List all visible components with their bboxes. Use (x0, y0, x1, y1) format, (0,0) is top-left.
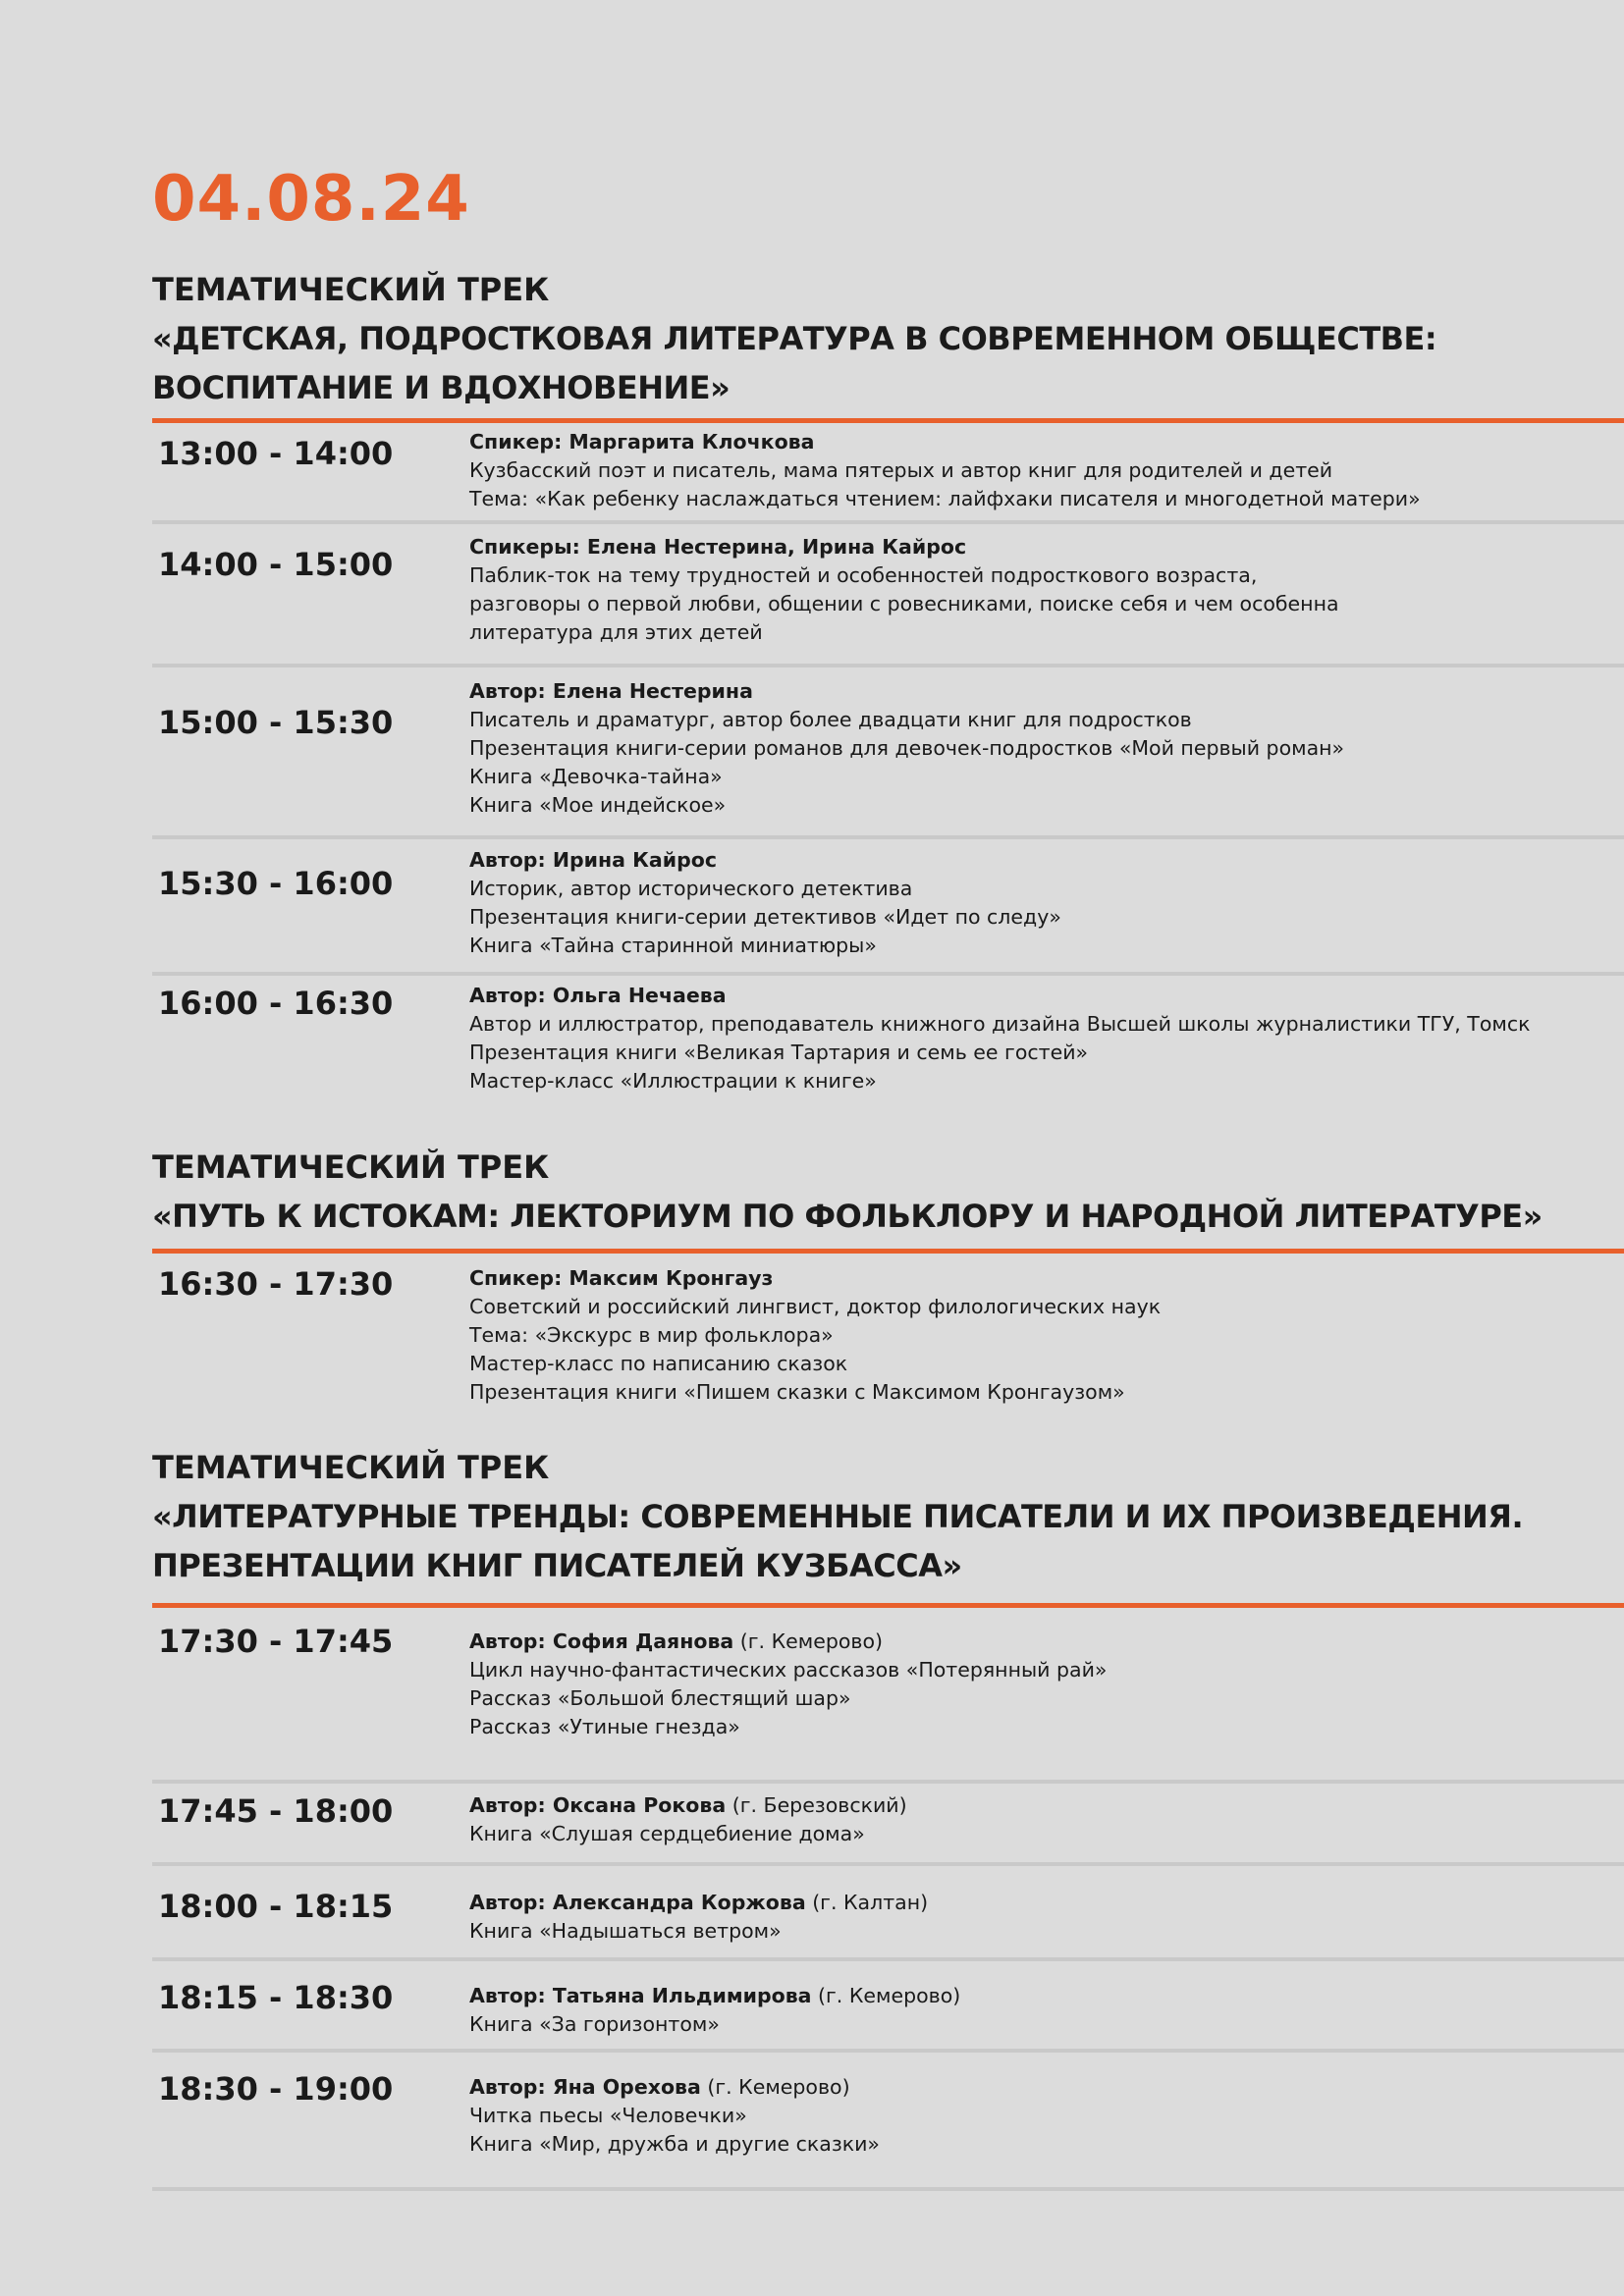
row-divider (152, 972, 1624, 976)
session-speaker (469, 982, 1608, 1010)
session-details (469, 1628, 1608, 1741)
session-speaker (469, 1264, 1608, 1293)
session-description: Автор и иллюстратор, преподаватель книжного дизайна Высшей школы журналистики ТГУ, Томск (469, 1012, 1531, 1036)
session-details (469, 982, 1608, 1095)
speaker-name: Спикер: Маргарита Клочкова (469, 430, 815, 454)
track-divider (152, 418, 1624, 423)
session-time: 18:00 - 18:15 (158, 1888, 394, 1925)
session-time: 14:00 - 15:00 (158, 546, 394, 583)
session-speaker (469, 533, 1608, 561)
session-description: Презентация книги «Пишем сказки с Максимом Кронгаузом» (469, 1380, 1125, 1404)
track-header (152, 265, 1624, 412)
session-time: 18:15 - 18:30 (158, 1979, 394, 2016)
session-speaker (469, 1628, 1608, 1656)
session-description: Книга «Тайна старинной миниатюры» (469, 934, 877, 957)
row-divider (152, 1780, 1624, 1784)
track-title: «ЛИТЕРАТУРНЫЕ ТРЕНДЫ: СОВРЕМЕННЫЕ ПИСАТЕЛИ И ИХ ПРОИЗВЕДЕНИЯ. (152, 1498, 1524, 1535)
session-description: разговоры о первой любви, общении с ровесниками, поиске себя и чем особенна (469, 592, 1339, 615)
session-description: Книга «Мир, дружба и другие сказки» (469, 2132, 880, 2156)
session-description: Книга «За горизонтом» (469, 2012, 720, 2036)
session-speaker (469, 1982, 1608, 2010)
session-description: Тема: «Экскурс в мир фольклора» (469, 1323, 834, 1347)
row-divider (152, 664, 1624, 667)
speaker-name: Спикеры: Елена Нестерина, Ирина Кайрос (469, 535, 967, 559)
speaker-city: (г. Калтан) (805, 1891, 929, 1914)
session-description: Презентация книги-серии детективов «Идет по следу» (469, 905, 1061, 929)
session-description: Писатель и драматург, автор более двадцати книг для подростков (469, 708, 1192, 731)
track-label: ТЕМАТИЧЕСКИЙ ТРЕК (152, 271, 550, 308)
speaker-name: Автор: Татьяна Ильдимирова (469, 1984, 812, 2007)
session-details (469, 846, 1608, 960)
row-divider (152, 835, 1624, 839)
session-details (469, 1982, 1608, 2039)
session-speaker (469, 428, 1608, 456)
session-description: Тема: «Как ребенку наслаждаться чтением: лайфхаки писателя и многодетной матери» (469, 487, 1421, 510)
session-details (469, 1889, 1608, 1946)
row-divider (152, 1862, 1624, 1866)
speaker-city: (г. Березовский) (726, 1793, 907, 1817)
session-description: Книга «Надышаться ветром» (469, 1919, 782, 1943)
session-speaker (469, 677, 1608, 706)
session-time: 15:30 - 16:00 (158, 865, 394, 902)
track-header (152, 1443, 1624, 1590)
speaker-city: (г. Кемерово) (811, 1984, 961, 2007)
session-time: 15:00 - 15:30 (158, 704, 394, 741)
session-time: 17:45 - 18:00 (158, 1792, 394, 1830)
session-time: 16:30 - 17:30 (158, 1265, 394, 1303)
session-description: Советский и российский лингвист, доктор филологических наук (469, 1295, 1162, 1318)
session-description: Рассказ «Утиные гнезда» (469, 1715, 740, 1738)
row-divider (152, 2187, 1624, 2191)
speaker-name: Спикер: Максим Кронгауз (469, 1266, 774, 1290)
session-speaker (469, 1889, 1608, 1917)
track-title: ВОСПИТАНИЕ И ВДОХНОВЕНИЕ» (152, 369, 731, 406)
session-description: Книга «Девочка-тайна» (469, 765, 723, 788)
session-speaker (469, 846, 1608, 875)
row-divider (152, 520, 1624, 524)
speaker-city: (г. Кемерово) (733, 1629, 884, 1653)
session-time: 18:30 - 19:00 (158, 2070, 394, 2108)
session-description: Цикл научно-фантастических рассказов «Потерянный рай» (469, 1658, 1108, 1682)
speaker-name: Автор: Яна Орехова (469, 2075, 701, 2099)
speaker-city: (г. Кемерово) (700, 2075, 850, 2099)
track-title: ПРЕЗЕНТАЦИИ КНИГ ПИСАТЕЛЕЙ КУЗБАССА» (152, 1547, 962, 1584)
session-description: Презентация книги-серии романов для девочек-подростков «Мой первый роман» (469, 736, 1345, 760)
session-details (469, 428, 1608, 513)
session-time: 13:00 - 14:00 (158, 435, 394, 472)
session-details (469, 1791, 1608, 1848)
speaker-name: Автор: София Даянова (469, 1629, 734, 1653)
row-divider (152, 1957, 1624, 1961)
speaker-name: Автор: Александра Коржова (469, 1891, 806, 1914)
track-label: ТЕМАТИЧЕСКИЙ ТРЕК (152, 1148, 550, 1186)
session-description: Паблик-ток на тему трудностей и особенностей подросткового возраста, (469, 563, 1258, 587)
session-time: 16:00 - 16:30 (158, 985, 394, 1022)
session-description: Рассказ «Большой блестящий шар» (469, 1686, 851, 1710)
session-description: Кузбасский поэт и писатель, мама пятерых и автор книг для родителей и детей (469, 458, 1333, 482)
session-description: Мастер-класс «Иллюстрации к книге» (469, 1069, 877, 1093)
session-description: литература для этих детей (469, 620, 763, 644)
session-speaker (469, 1791, 1608, 1820)
session-description: Презентация книги «Великая Тартария и семь ее гостей» (469, 1041, 1089, 1064)
session-description: Мастер-класс по написанию сказок (469, 1352, 848, 1375)
track-title: «ПУТЬ К ИСТОКАМ: ЛЕКТОРИУМ ПО ФОЛЬКЛОРУ И НАРОДНОЙ ЛИТЕРАТУРЕ» (152, 1198, 1543, 1235)
track-divider (152, 1603, 1624, 1608)
session-description: Историк, автор исторического детектива (469, 877, 913, 900)
event-date: 04.08.24 (152, 163, 470, 236)
row-divider (152, 2049, 1624, 2053)
session-details (469, 1264, 1608, 1407)
session-details (469, 533, 1608, 647)
session-description: Читка пьесы «Человечки» (469, 2104, 747, 2127)
speaker-name: Автор: Оксана Рокова (469, 1793, 727, 1817)
track-label: ТЕМАТИЧЕСКИЙ ТРЕК (152, 1449, 550, 1486)
session-description: Книга «Слушая сердцебиение дома» (469, 1822, 865, 1845)
session-time: 17:30 - 17:45 (158, 1623, 394, 1660)
session-speaker (469, 2073, 1608, 2102)
session-description: Книга «Мое индейское» (469, 793, 727, 817)
speaker-name: Автор: Ирина Кайрос (469, 848, 718, 872)
speaker-name: Автор: Ольга Нечаева (469, 984, 727, 1007)
session-details (469, 677, 1608, 820)
track-divider (152, 1249, 1624, 1254)
track-title: «ДЕТСКАЯ, ПОДРОСТКОВАЯ ЛИТЕРАТУРА В СОВРЕМЕННОМ ОБЩЕСТВЕ: (152, 320, 1437, 357)
speaker-name: Автор: Елена Нестерина (469, 679, 753, 703)
session-details (469, 2073, 1608, 2159)
track-header (152, 1143, 1624, 1241)
